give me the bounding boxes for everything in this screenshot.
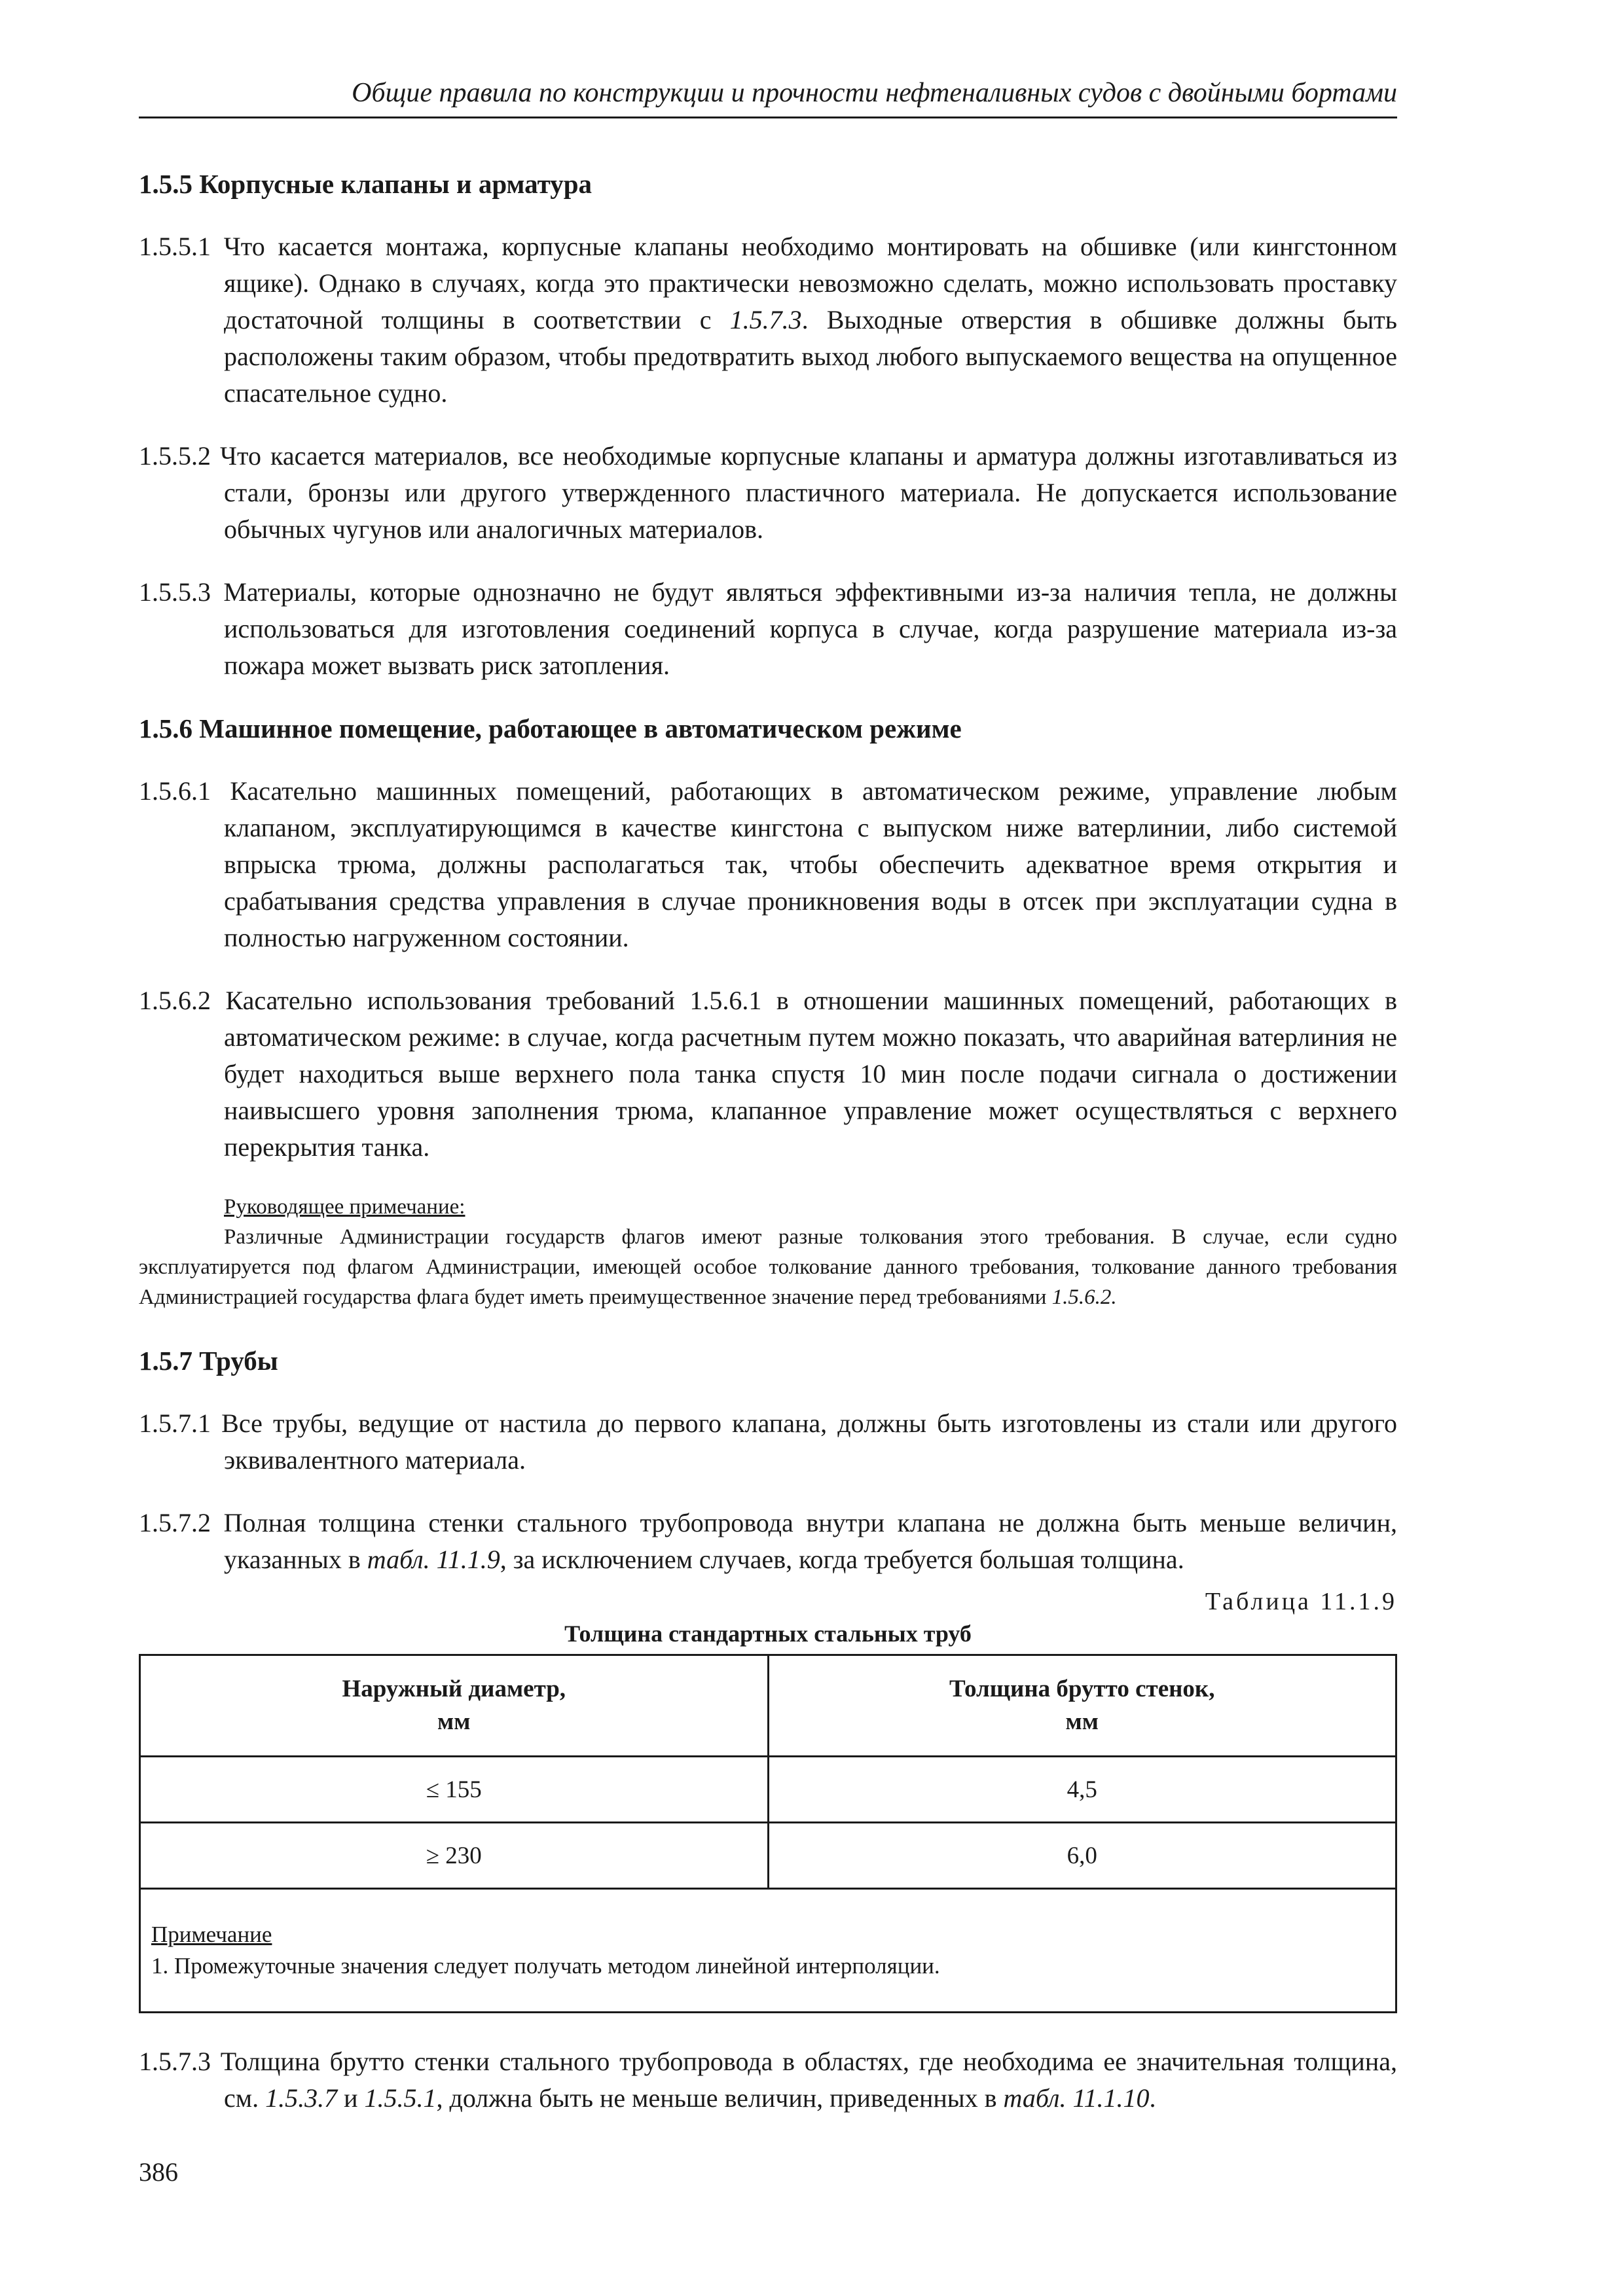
paragraph-text: . xyxy=(1149,2083,1156,2113)
paragraph-text: Толщина брутто стенки стального трубопровода в областях, где необходима ее значительная толщина, см. xyxy=(211,2047,1397,2113)
guidance-note-title: Руководящее примечание: xyxy=(224,1195,465,1219)
paragraph-text: , должна быть не меньше величин, приведенных в xyxy=(436,2083,1004,2113)
paragraph-number: 1.5.6.2 xyxy=(139,986,211,1015)
paragraph-1-5-5-3 xyxy=(139,574,1397,684)
section-heading-1-5-5: 1.5.5 Корпусные клапаны и арматура xyxy=(139,169,593,199)
paragraph-text: и xyxy=(337,2083,365,2113)
table-row xyxy=(140,1823,1396,1889)
paragraph-number: 1.5.7.2 xyxy=(139,1508,211,1537)
paragraph-number: 1.5.5.2 xyxy=(139,441,211,471)
header-rule xyxy=(139,117,1397,118)
table-note-title: Примечание xyxy=(151,1922,272,1947)
running-header: Общие правила по конструкции и прочности нефтеналивных судов с двойными бортами xyxy=(352,78,1397,108)
cross-reference: 1.5.3.7 xyxy=(265,2083,338,2113)
paragraph-number: 1.5.7.3 xyxy=(139,2047,211,2076)
section-heading-1-5-6: 1.5.6 Машинное помещение, работающее в автоматическом режиме xyxy=(139,713,962,744)
paragraph-text: Что касается материалов, все необходимые корпусные клапаны и арматура должны изготавливаться из стали, бронзы или другого утвержденного пластичного материала. Не допускается использование обычных чугунов или аналогичных материалов. xyxy=(211,441,1397,544)
paragraph-1-5-6-2 xyxy=(139,982,1397,1166)
column-header-diameter xyxy=(140,1655,769,1757)
paragraph-text: Что касается монтажа, корпусные клапаны необходимо монтировать на обшивке (или кингстонном ящике). Однако в случаях, когда это практически невозможно сделать, можно использовать проставку достаточной толщины в соответствии с xyxy=(211,232,1397,334)
pipe-thickness-table xyxy=(139,1654,1397,2013)
paragraph-1-5-7-1 xyxy=(139,1405,1397,1479)
paragraph-text: , за исключением случаев, когда требуется большая толщина. xyxy=(500,1545,1184,1574)
cross-reference: 1.5.7.3 xyxy=(729,305,802,334)
paragraph-number: 1.5.5.1 xyxy=(139,232,211,261)
paragraph-number: 1.5.6.1 xyxy=(139,776,211,806)
cell-diameter: ≥ 230 xyxy=(140,1823,769,1889)
cross-reference: 1.5.5.1 xyxy=(364,2083,437,2113)
page-number: 386 xyxy=(139,2157,178,2187)
paragraph-1-5-5-2 xyxy=(139,438,1397,548)
paragraph-1-5-7-3 xyxy=(139,2043,1397,2117)
cell-diameter: ≤ 155 xyxy=(140,1757,769,1823)
paragraph-1-5-5-1 xyxy=(139,228,1397,412)
column-header-thickness xyxy=(768,1655,1396,1757)
cross-reference: 1.5.6.2. xyxy=(1051,1285,1117,1309)
header-text: Толщина брутто стенок, xyxy=(949,1676,1215,1702)
table-header-row xyxy=(140,1655,1396,1757)
section-heading-1-5-7: 1.5.7 Трубы xyxy=(139,1346,278,1376)
table-caption: Таблица 11.1.9 xyxy=(1205,1588,1397,1615)
paragraph-text: . Выходные отверстия в обшивке должны быть расположены таким образом, чтобы предотвратить выход любого выпускаемого вещества на опущенное спасательное судно. xyxy=(224,305,1398,408)
table-note-cell xyxy=(140,1889,1396,2013)
cell-thickness: 4,5 xyxy=(768,1757,1396,1823)
table-row xyxy=(140,1757,1396,1823)
table-title: Толщина стандартных стальных труб xyxy=(564,1621,972,1647)
paragraph-text: Все трубы, ведущие от настила до первого клапана, должны быть изготовлены из стали или другого эквивалентного материала. xyxy=(211,1408,1397,1475)
paragraph-text: Касательно машинных помещений, работающих в автоматическом режиме, управление любым клапаном, эксплуатирующимся в качестве кингстона с выпуском ниже ватерлинии, либо системой впрыска трюма, должны располагаться так, чтобы обеспечить адекватное время открытия и срабатывания средства управления в случае проникновения воды в отсек при эксплуатации судна в полностью нагруженном состоянии. xyxy=(211,776,1397,952)
paragraph-text: Полная толщина стенки стального трубопровода внутри клапана не должна быть меньше величин, указанных в xyxy=(211,1508,1397,1574)
header-text: Наружный диаметр, xyxy=(342,1676,566,1702)
paragraph-1-5-6-1 xyxy=(139,773,1397,956)
table-note-text: 1. Промежуточные значения следует получать методом линейной интерполяции. xyxy=(151,1953,940,1979)
page-content xyxy=(139,147,1397,2143)
paragraph-text: Касательно использования требований 1.5.6.1 в отношении машинных помещений, работающих в автоматическом режиме: в случае, когда расчетным путем можно показать, что аварийная ватерлиния не будет находиться выше верхнего пола танка спустя 10 мин после подачи сигнала о достижении наивысшего уровня заполнения трюма, клапанное управление может осуществляться с верхнего перекрытия танка. xyxy=(211,986,1397,1162)
paragraph-number: 1.5.5.3 xyxy=(139,577,211,607)
header-unit: мм xyxy=(1065,1708,1099,1735)
table-note-row xyxy=(140,1889,1396,2013)
cross-reference: табл. 11.1.9 xyxy=(367,1545,500,1574)
guidance-note-text xyxy=(139,1222,1397,1312)
header-unit: мм xyxy=(437,1708,471,1735)
guidance-text: Различные Администрации государств флагов имеют разные толкования этого требования. В случае, если судно эксплуатируется под флагом Администрации, имеющей особое толкование данного требования, толкование данного требования Администрацией государства флага будет иметь преимущественное значение перед требованиями xyxy=(139,1225,1397,1309)
cross-reference: табл. 11.1.10 xyxy=(1003,2083,1150,2113)
cell-thickness: 6,0 xyxy=(768,1823,1396,1889)
paragraph-number: 1.5.7.1 xyxy=(139,1408,211,1438)
paragraph-1-5-7-2 xyxy=(139,1505,1397,1578)
paragraph-text: Материалы, которые однозначно не будут являться эффективными из-за наличия тепла, не должны использоваться для изготовления соединений корпуса в случае, когда разрушение материала из-за пожара может вызвать риск затопления. xyxy=(211,577,1397,680)
